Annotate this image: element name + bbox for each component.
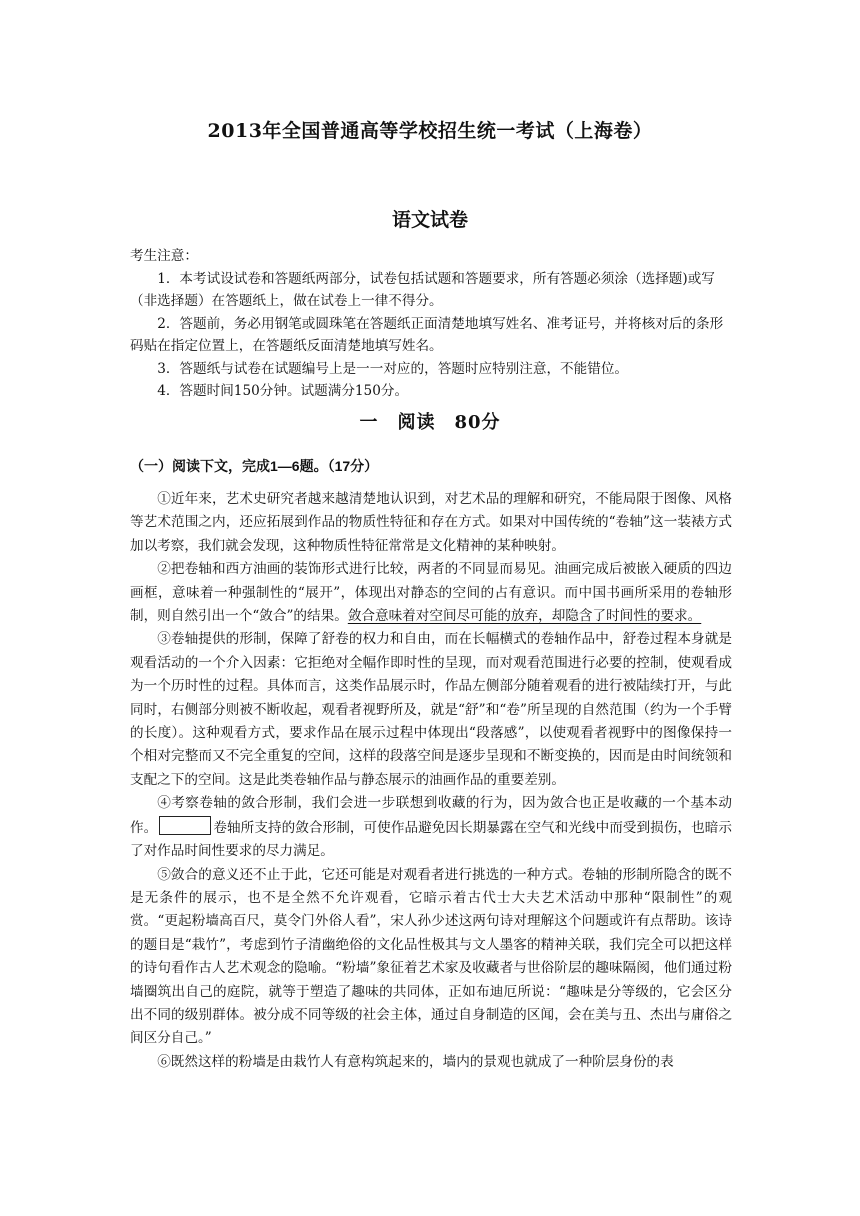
paper-subtitle: 语文试卷 bbox=[391, 209, 468, 231]
exam-title: 2013年全国普通高等学校招生统一考试（上海卷） bbox=[207, 120, 653, 142]
underlined-sentence: 敛合意味着对空间尽可能的放弃，却隐含了时间性的要求。 bbox=[347, 608, 702, 625]
article-paragraph-4 bbox=[130, 792, 732, 863]
notice-item: 3．答题纸与试卷在试题编号上是一一对应的，答题时应特别注意，不能错位。 bbox=[157, 360, 629, 377]
paragraph-4-before: ④考察卷轴的敛合形制，我们会进一步联想到收藏的行为，因为敛合也正是收藏的一个基本动作。 bbox=[130, 795, 732, 836]
article-paragraph-5: ⑤敛合的意义还不止于此，它还可能是对观看者进行挑选的一种方式。卷轴的形制所隐含的既不是无条件的展示，也不是全然不允许观看，它暗示着古代士大夫艺术活动中那种“限制性”的观赏。“更起粉墙高百尺，莫令门外俗人看”，宋人孙少述这两句诗对理解这个问题或许有点帮助。该诗的题目是“栽竹”，考虑到竹子清幽绝俗的文化品性极其与文人墨客的精神关联，我们完全可以把这样的诗句看作古人艺术观念的隐喻。“粉墙”象征着艺术家及收藏者与世俗阶层的趣味隔阂，他们通过粉墙圈筑出自己的庭院，就等于塑造了趣味的共同体，正如布迪厄所说：“趣味是分等级的，它会区分出不同的级别群体。被分成不同等级的社会主体，通过自身制造的区闻，会在美与丑、杰出与庸俗之间区分自己。” bbox=[130, 866, 732, 1047]
article-paragraph-3: ③卷轴提供的形制，保障了舒卷的权力和自由，而在长幅横式的卷轴作品中，舒卷过程本身就是观看活动的一个介入因素：它拒绝对全幅作即时性的呈现，而对观看范围进行必要的控制，使观看成为一个历时性的过程。具体而言，这类作品展示时，作品左侧部分随着观看的进行被陆续打开，与此同时，右侧部分则被不断收起，观看者视野所及，就是“舒”和“卷”所呈现的自然范围（约为一个手臂的长度）。这种观看方式，要求作品在展示过程中体现出“段落感”，以使观看者视野中的图像保持一个相对完整而又不完全重复的空间，这样的段落空间是逐步呈现和不断变换的，因而是由时间统领和支配之下的空间。这是此类卷轴作品与静态展示的油画作品的重要差别。 bbox=[130, 631, 732, 788]
article-paragraph-2 bbox=[130, 558, 732, 628]
paragraph-4-after: 卷轴所支持的敛合形制，可使作品避免因长期暴露在空气和光线中而受到损伤，也暗示了对作品时间性要求的尽力满足。 bbox=[130, 819, 733, 860]
paragraph-2-text: ②把卷轴和西方油画的装饰形式进行比较，两者的不同显而易见。油画完成后被嵌入硬质的四边画框，意味着一种强制性的“展开”，体现出对静态的空间的占有意识。而中国书画所采用的卷轴形制，则自然引出一个“敛合”的结果。 bbox=[130, 561, 732, 625]
notice-label: 考生注意： bbox=[130, 248, 198, 264]
notice-item: 1．本考试设试卷和答题纸两部分，试卷包括试题和答题要求，所有答题必须涂（选择题)或写（非选择题）在答题纸上，做在试卷上一律不得分。 bbox=[130, 270, 715, 309]
notice-item: 4．答题时间150分钟。试题满分150分。 bbox=[157, 383, 409, 399]
answer-blank-box bbox=[159, 816, 211, 835]
candidate-notice bbox=[130, 245, 730, 403]
article-paragraph-6: ⑥既然这样的粉墙是由栽竹人有意构筑起来的，墙内的景观也就成了一种阶层身份的表 bbox=[157, 1053, 674, 1070]
reading-article bbox=[130, 488, 732, 1074]
part-title: （一）阅读下文，完成1—6题。（17分） bbox=[130, 458, 379, 474]
article-paragraph-1: ①近年来，艺术史研究者越来越清楚地认识到，对艺术品的理解和研究，不能局限于图像、风格等艺术范围之内，还应拓展到作品的物质性特征和存在方式。如果对中国传统的“卷轴”这一装裱方式加以考察，我们就会发现，这种物质性特征常常是文化精神的某种映射。 bbox=[130, 491, 732, 554]
notice-item: 2．答题前，务必用钢笔或圆珠笔在答题纸正面清楚地填写姓名、准考证号，并将核对后的条形码贴在指定位置上，在答题纸反面清楚地填写姓名。 bbox=[130, 315, 724, 354]
section-title: 一 阅读 80分 bbox=[359, 412, 501, 433]
